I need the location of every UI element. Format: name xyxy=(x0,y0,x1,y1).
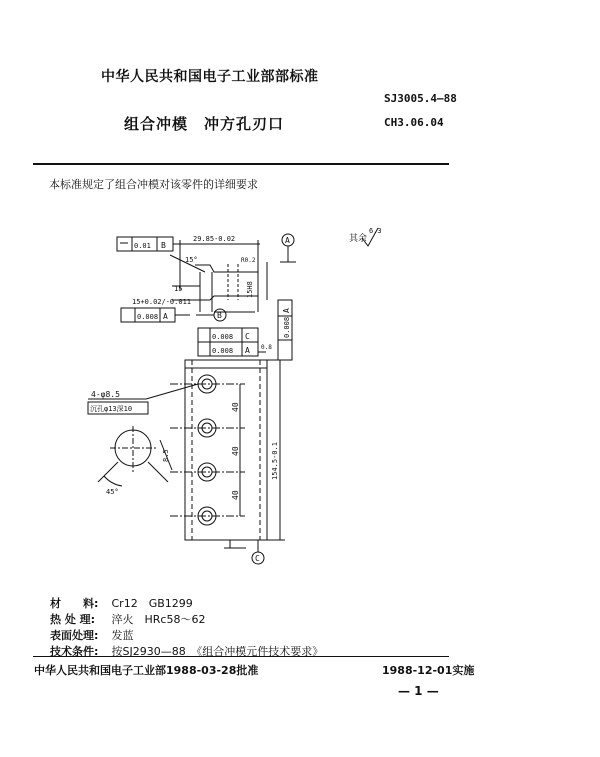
tol-par-c: 0.008 xyxy=(212,333,234,341)
pitch-2: 40 xyxy=(231,446,240,456)
spec-material xyxy=(50,595,193,611)
tol-side-ref: A xyxy=(282,308,291,313)
dim-r: R0.2 xyxy=(241,257,256,264)
document-title: 组合冲模 冲方孔刃口 xyxy=(124,115,285,133)
holes-note-counterbore: 沉孔φ13深10 xyxy=(90,405,133,413)
classification-number: CH3.06.04 xyxy=(384,116,444,129)
approval-line: 中华人民共和国电子工业部1988-03-28批准 xyxy=(34,664,259,677)
datum-a: A xyxy=(285,236,290,245)
tol-perp-ref: A xyxy=(163,312,168,321)
tol-par-c-ref: C xyxy=(245,332,250,341)
tol-side-par: 0.008 xyxy=(283,316,291,338)
spec-tech-value: 按SJ2930—88 《组合冲模元件技术要求》 xyxy=(111,645,324,658)
dim-width: 15+0.02/-0.011 xyxy=(132,298,192,306)
spec-surface-treatment xyxy=(50,627,134,643)
page-number: — 1 — xyxy=(398,684,439,698)
holes-note: 4-φ8.5 xyxy=(91,390,120,399)
roughness-side: 0.8 xyxy=(261,344,272,351)
tol-perp: 0.008 xyxy=(137,313,159,321)
implementation-date: 1988-12-01实施 xyxy=(382,664,475,677)
spec-material-value: Cr12 GB1299 xyxy=(111,597,193,610)
spec-surface-label: 表面处理: xyxy=(50,629,99,642)
dim-angle: 15° xyxy=(185,256,198,264)
spec-heat-label: 热 处 理: xyxy=(50,613,96,626)
dia-8-5: 8.5 xyxy=(162,449,170,462)
total-length: 154.5-0.1 xyxy=(271,442,279,480)
tol-flat-ref: B xyxy=(161,241,166,250)
datum-b: B xyxy=(217,311,222,320)
standard-number: SJ3005.4—88 xyxy=(384,92,457,105)
issuing-organization: 中华人民共和国电子工业部部标准 xyxy=(101,69,319,85)
tol-flat: 0.01 xyxy=(134,242,151,250)
roughness-value: 6.3 xyxy=(369,227,382,235)
spec-heat-value: 淬火 HRc58～62 xyxy=(111,613,206,626)
spec-surface-value: 发蓝 xyxy=(111,629,134,642)
spec-heat-treatment xyxy=(50,611,205,627)
pitch-3: 40 xyxy=(231,490,240,500)
tol-perp-a-ref: A xyxy=(245,346,250,355)
angle-45: 45° xyxy=(106,488,119,496)
tol-perp-a: 0.008 xyxy=(212,347,234,355)
dim-15: 15 xyxy=(174,285,183,293)
dim-top: 29.85-0.02 xyxy=(193,235,236,243)
spec-material-label: 材 料: xyxy=(50,597,99,610)
dim-side: 15H8 xyxy=(246,281,254,298)
roughness-note: 其余 xyxy=(349,234,368,244)
datum-c: C xyxy=(255,554,260,563)
bottom-rule xyxy=(33,656,449,657)
pitch-1: 40 xyxy=(231,402,240,412)
spec-tech-label: 技术条件: xyxy=(50,645,99,658)
intro-text: 本标准规定了组合冲模对该零件的详细要求 xyxy=(49,178,258,191)
